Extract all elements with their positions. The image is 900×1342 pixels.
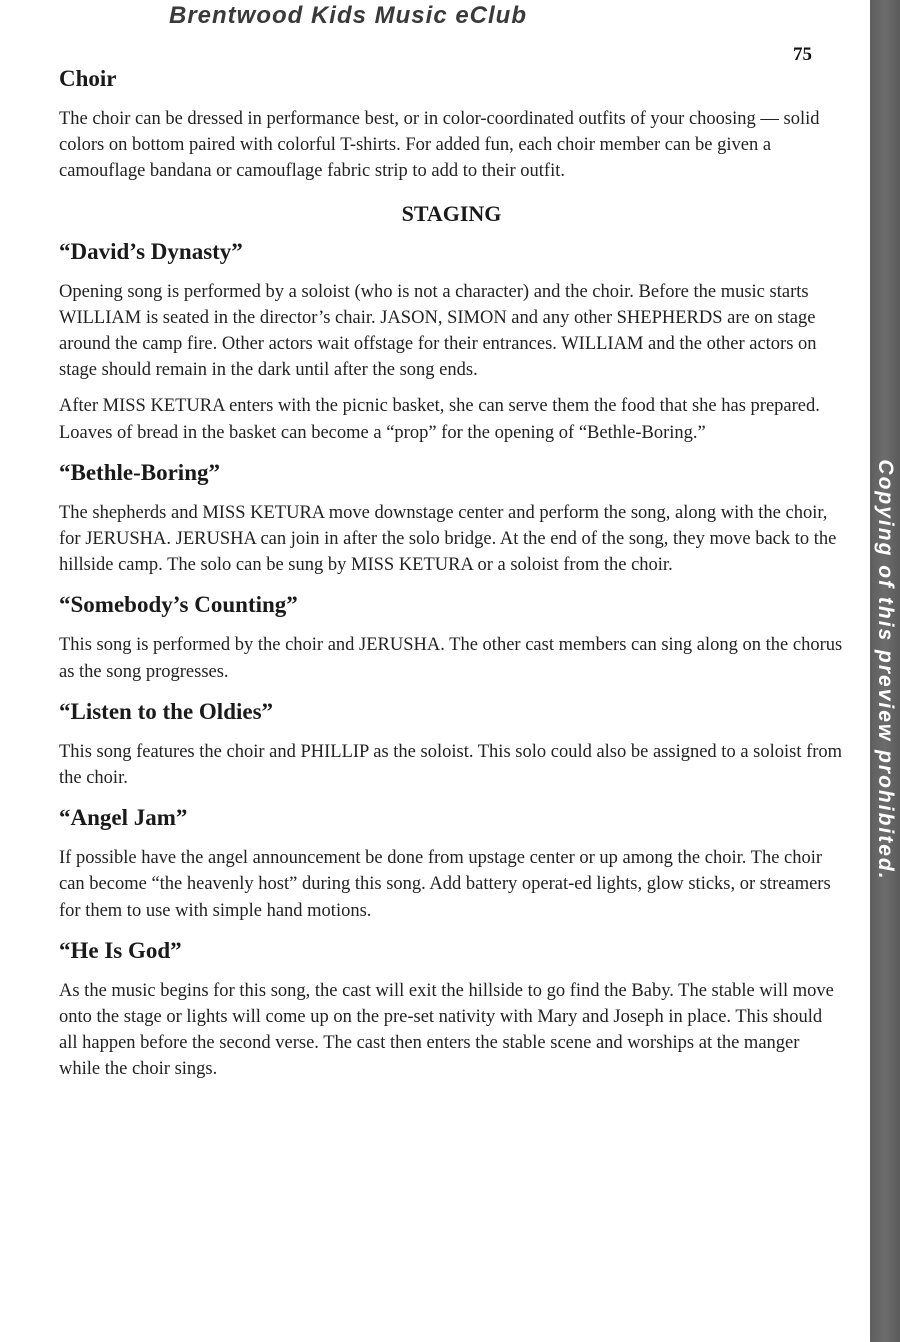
section-heading: Choir bbox=[59, 66, 117, 91]
section-heading: “Somebody’s Counting” bbox=[59, 592, 298, 618]
page-number: 75 bbox=[793, 44, 812, 65]
section-heading: “Bethle-Boring” bbox=[59, 459, 220, 485]
section-he-is-god bbox=[59, 934, 844, 1083]
copy-prohibited-notice: Copying of this preview prohibited. bbox=[874, 459, 897, 881]
section-heading: “David’s Dynasty” bbox=[59, 238, 243, 264]
section-paragraph: Opening song is performed by a soloist (who is not a character) and the choir. Before the music starts WILLIAM is seated in the director’s chair. JASON, SIMON and any other SHEPHERDS are on stage around the camp fire. Other actors wait offstage for their entrances. WILLIAM and the other actors on stage should remain in the dark until after the song ends. bbox=[59, 281, 817, 381]
section-paragraph: As the music begins for this song, the cast will exit the hillside to go find the Baby. The stable will move onto the stage or lights will come up on the pre-set nativity with Mary and Joseph in place. This should all happen before the second verse. The cast then enters the stable scene and worships at the manger while the choir sings. bbox=[59, 980, 834, 1080]
section-davids-dynasty bbox=[59, 235, 844, 446]
section-bethle-boring bbox=[59, 456, 844, 579]
copyright-side-band bbox=[870, 0, 900, 1342]
page-content bbox=[59, 62, 844, 1093]
staging-heading: STAGING bbox=[401, 200, 502, 226]
section-angel-jam bbox=[59, 801, 844, 924]
section-choir bbox=[59, 62, 844, 185]
section-paragraph: After MISS KETURA enters with the picnic basket, she can serve them the food that she has prepared. Loaves of bread in the basket can become a “prop” for the opening of “Bethle-Boring.” bbox=[59, 396, 820, 443]
section-heading: “He Is God” bbox=[59, 937, 182, 963]
section-paragraph: This song is performed by the choir and JERUSHA. The other cast members can sing along on the chorus as the song progresses. bbox=[59, 635, 843, 682]
section-heading: “Listen to the Oldies” bbox=[59, 698, 274, 724]
section-paragraph: The shepherds and MISS KETURA move downstage center and perform the song, along with the choir, for JERUSHA. JERUSHA can join in after the solo bridge. At the end of the song, they move back to the hillside camp. The solo can be sung by MISS KETURA or a soloist from the choir. bbox=[59, 502, 837, 576]
page-header-title: Brentwood Kids Music eClub bbox=[168, 2, 527, 29]
section-paragraph: This song features the choir and PHILLIP as the soloist. This solo could also be assigned to a soloist from the choir. bbox=[59, 741, 843, 789]
section-somebodys-counting bbox=[59, 588, 844, 684]
section-paragraph: The choir can be dressed in performance best, or in color-coordinated outfits of your choosing — solid colors on bottom paired with colorful T-shirts. For added fun, each choir member can be given a camouflage bandana or camouflage fabric strip to add to their outfit. bbox=[59, 109, 820, 182]
section-heading: “Angel Jam” bbox=[59, 805, 188, 831]
section-listen-to-the-oldies bbox=[59, 695, 844, 791]
section-paragraph: If possible have the angel announcement be done from upstage center or up among the choir. The choir can become “the heavenly host” during this song. Add battery operat-ed lights, glow sticks, or streamers for them to use with simple hand motions. bbox=[59, 848, 831, 921]
